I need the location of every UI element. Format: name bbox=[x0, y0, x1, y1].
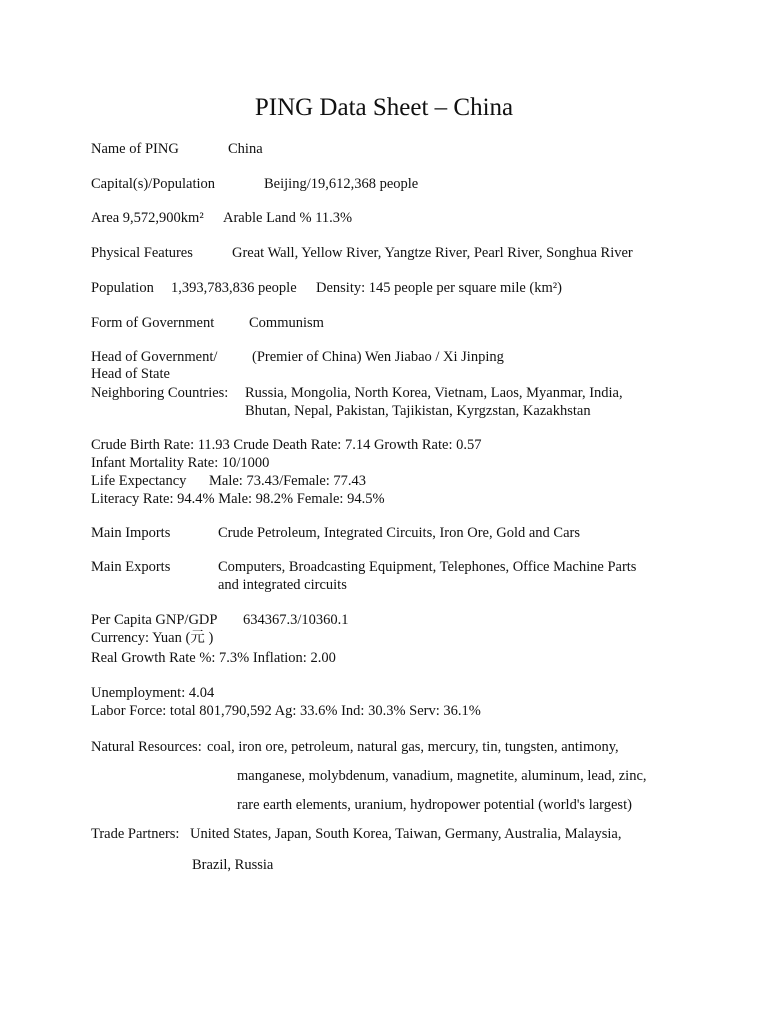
currency-text: Currency: Yuan (元 ) bbox=[91, 630, 214, 646]
capital-label: Capital(s)/Population bbox=[91, 176, 216, 192]
exports-line-1: Computers, Broadcasting Equipment, Telephones, Office Machine Parts bbox=[218, 559, 637, 575]
resources-line-3: rare earth elements, uranium, hydropower potential (world's largest) bbox=[237, 797, 632, 813]
resources-label: Natural Resources: bbox=[91, 739, 202, 755]
neighbors-line-2: Bhutan, Nepal, Pakistan, Tajikistan, Kyrgzstan, Kazakhstan bbox=[245, 403, 591, 419]
life-expectancy-label: Life Expectancy bbox=[91, 473, 187, 489]
infant-mortality-text: Infant Mortality Rate: 10/1000 bbox=[91, 455, 270, 471]
neighbors-line-1: Russia, Mongolia, North Korea, Vietnam, Laos, Myanmar, India, bbox=[245, 385, 623, 401]
trade-partners-line-1: United States, Japan, South Korea, Taiwan, Germany, Australia, Malaysia, bbox=[190, 826, 622, 842]
growth-inflation-text: Real Growth Rate %: 7.3% Inflation: 2.00 bbox=[91, 650, 336, 666]
population-label: Population bbox=[91, 280, 154, 296]
head-label-2: Head of State bbox=[91, 366, 170, 382]
name-of-ping-label: Name of PING bbox=[91, 141, 179, 157]
head-label-1: Head of Government/ bbox=[91, 349, 218, 365]
imports-value: Crude Petroleum, Integrated Circuits, Iron Ore, Gold and Cars bbox=[218, 525, 581, 541]
imports-label: Main Imports bbox=[91, 525, 171, 541]
population-value: 1,393,783,836 people bbox=[171, 280, 297, 296]
life-expectancy-value: Male: 73.43/Female: 77.43 bbox=[209, 473, 367, 489]
resources-line-1: coal, iron ore, petroleum, natural gas, mercury, tin, tungsten, antimony, bbox=[207, 739, 619, 755]
page-title: PING Data Sheet – China bbox=[254, 94, 514, 121]
trade-partners-label: Trade Partners: bbox=[91, 826, 180, 842]
exports-label: Main Exports bbox=[91, 559, 171, 575]
trade-partners-line-2: Brazil, Russia bbox=[192, 857, 274, 873]
density-text: Density: 145 people per square mile (km²) bbox=[316, 280, 562, 296]
area-text: Area 9,572,900km² bbox=[91, 210, 204, 226]
literacy-text: Literacy Rate: 94.4% Male: 98.2% Female: 94.5% bbox=[91, 491, 385, 507]
name-of-ping-value: China bbox=[228, 141, 263, 157]
capital-value: Beijing/19,612,368 people bbox=[264, 176, 419, 192]
exports-line-2: and integrated circuits bbox=[218, 577, 347, 593]
rates-text: Crude Birth Rate: 11.93 Crude Death Rate: 7.14 Growth Rate: 0.57 bbox=[91, 437, 482, 453]
resources-line-2: manganese, molybdenum, vanadium, magnetite, aluminum, lead, zinc, bbox=[237, 768, 647, 784]
labor-force-text: Labor Force: total 801,790,592 Ag: 33.6% Ind: 30.3% Serv: 36.1% bbox=[91, 703, 481, 719]
physical-features-label: Physical Features bbox=[91, 245, 193, 261]
gnp-label: Per Capita GNP/GDP bbox=[91, 612, 218, 628]
head-value: (Premier of China) Wen Jiabao / Xi Jinping bbox=[252, 349, 504, 365]
arable-land-text: Arable Land % 11.3% bbox=[223, 210, 353, 226]
government-label: Form of Government bbox=[91, 315, 215, 331]
unemployment-text: Unemployment: 4.04 bbox=[91, 685, 215, 701]
gnp-value: 634367.3/10360.1 bbox=[243, 612, 349, 628]
government-value: Communism bbox=[249, 315, 324, 331]
neighbors-label: Neighboring Countries: bbox=[91, 385, 229, 401]
physical-features-value: Great Wall, Yellow River, Yangtze River, Pearl River, Songhua River bbox=[232, 245, 633, 261]
